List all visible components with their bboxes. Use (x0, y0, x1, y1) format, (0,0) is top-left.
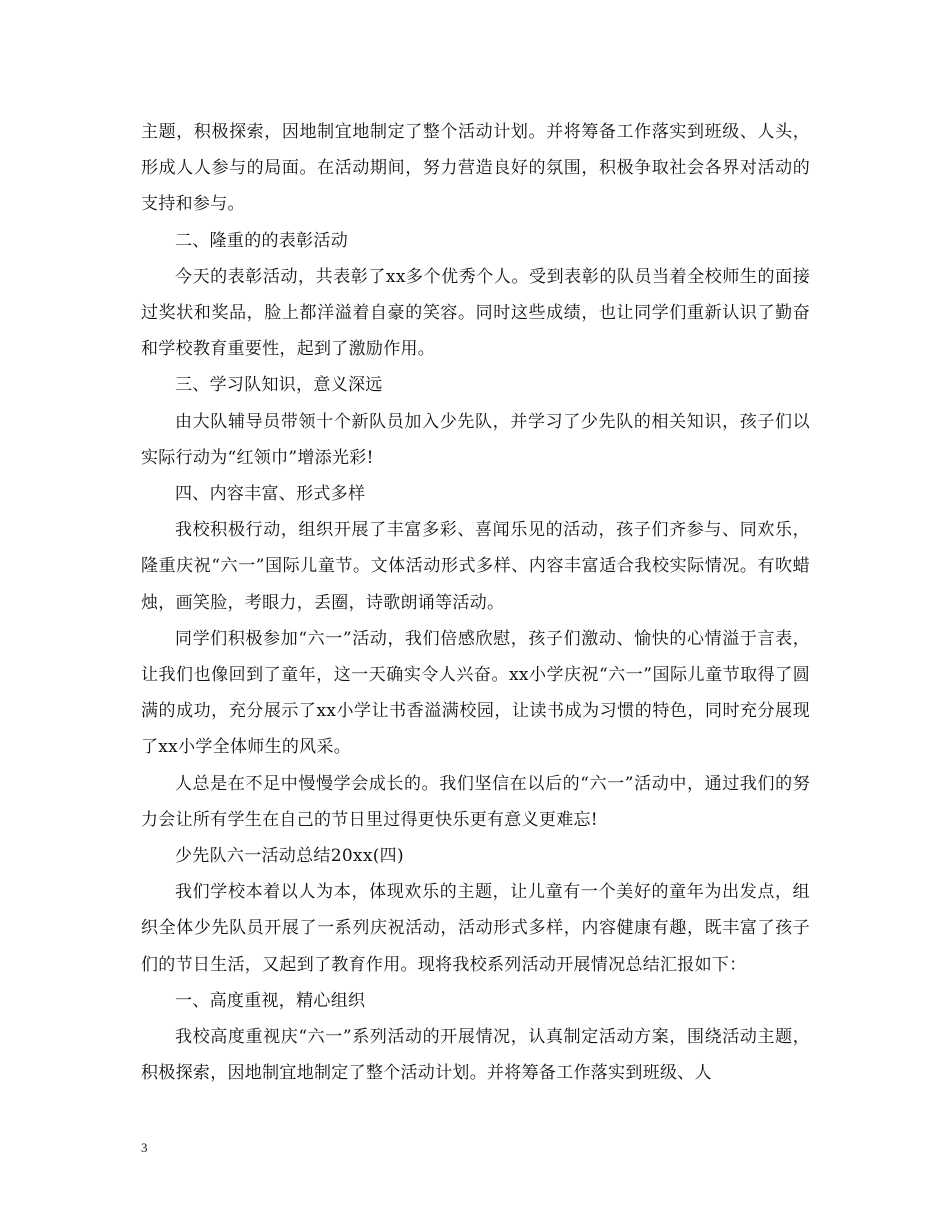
paragraph-commendation: 今天的表彰活动，共表彰了xx多个优秀个人。受到表彰的队员当着全校师生的面接过奖状和奖品，脸上都洋溢着自豪的笑容。同时这些成绩，也让同学们重新认识了勤奋和学校教育重要性，起到了激励作用。 (141, 266, 810, 360)
page-number: 3 (141, 1140, 148, 1155)
paragraph-intro: 我们学校本着以人为本，体现欢乐的主题，让儿童有一个美好的童年为出发点，组织全体少先队员开展了一系列庆祝活动，活动形式多样，内容健康有趣，既丰富了孩子们的节日生活，又起到了教育作用。现将我校系列活动开展情况总结汇报如下： (141, 882, 810, 975)
summary-title: 少先队六一活动总结20xx(四) (175, 846, 404, 867)
paragraph-growth: 人总是在不足中慢慢学会成长的。我们坚信在以后的“六一”活动中，通过我们的努力会让所有学生在自己的节日里过得更快乐更有意义更难忘! (141, 773, 810, 830)
paragraph-organization: 我校高度重视庆“六一”系列活动的开展情况，认真制定活动方案，围绕活动主题，积极探索，因地制宜地制定了整个活动计划。并将筹备工作落实到班级、人 (141, 1027, 810, 1084)
section-heading-organization: 一、高度重视，精心组织 (175, 990, 366, 1011)
section-heading-knowledge: 三、学习队知识，意义深远 (175, 375, 383, 396)
paragraph-participation: 同学们积极参加“六一”活动，我们倍感欣慰，孩子们激动、愉快的心情溢于言表，让我们也像回到了童年，这一天确实令人兴奋。xx小学庆祝“六一”国际儿童节取得了圆满的成功，充分展示了xx小学让书香溢满校园，让读书成为习惯的特色，同时充分展现了xx小学全体师生的风采。 (141, 628, 810, 758)
section-heading-commendation: 二、隆重的的表彰活动 (175, 230, 348, 251)
paragraph-content: 我校积极行动，组织开展了丰富多彩、喜闻乐见的活动，孩子们齐参与、同欢乐，隆重庆祝“六一”国际儿童节。文体活动形式多样、内容丰富适合我校实际情况。有吹蜡烛，画笑脸，考眼力，丢圈，诗歌朗诵等活动。 (141, 520, 810, 613)
paragraph-continuation: 主题，积极探索，因地制宜地制定了整个活动计划。并将筹备工作落实到班级、人头，形成人人参与的局面。在活动期间，努力营造良好的氛围，积极争取社会各界对活动的支持和参与。 (141, 122, 810, 215)
document-body (141, 114, 810, 1091)
paragraph-knowledge: 由大队辅导员带领十个新队员加入少先队，并学习了少先队的相关知识，孩子们以实际行动为“红领巾”增添光彩! (141, 411, 810, 468)
section-heading-content: 四、内容丰富、形式多样 (175, 484, 366, 505)
